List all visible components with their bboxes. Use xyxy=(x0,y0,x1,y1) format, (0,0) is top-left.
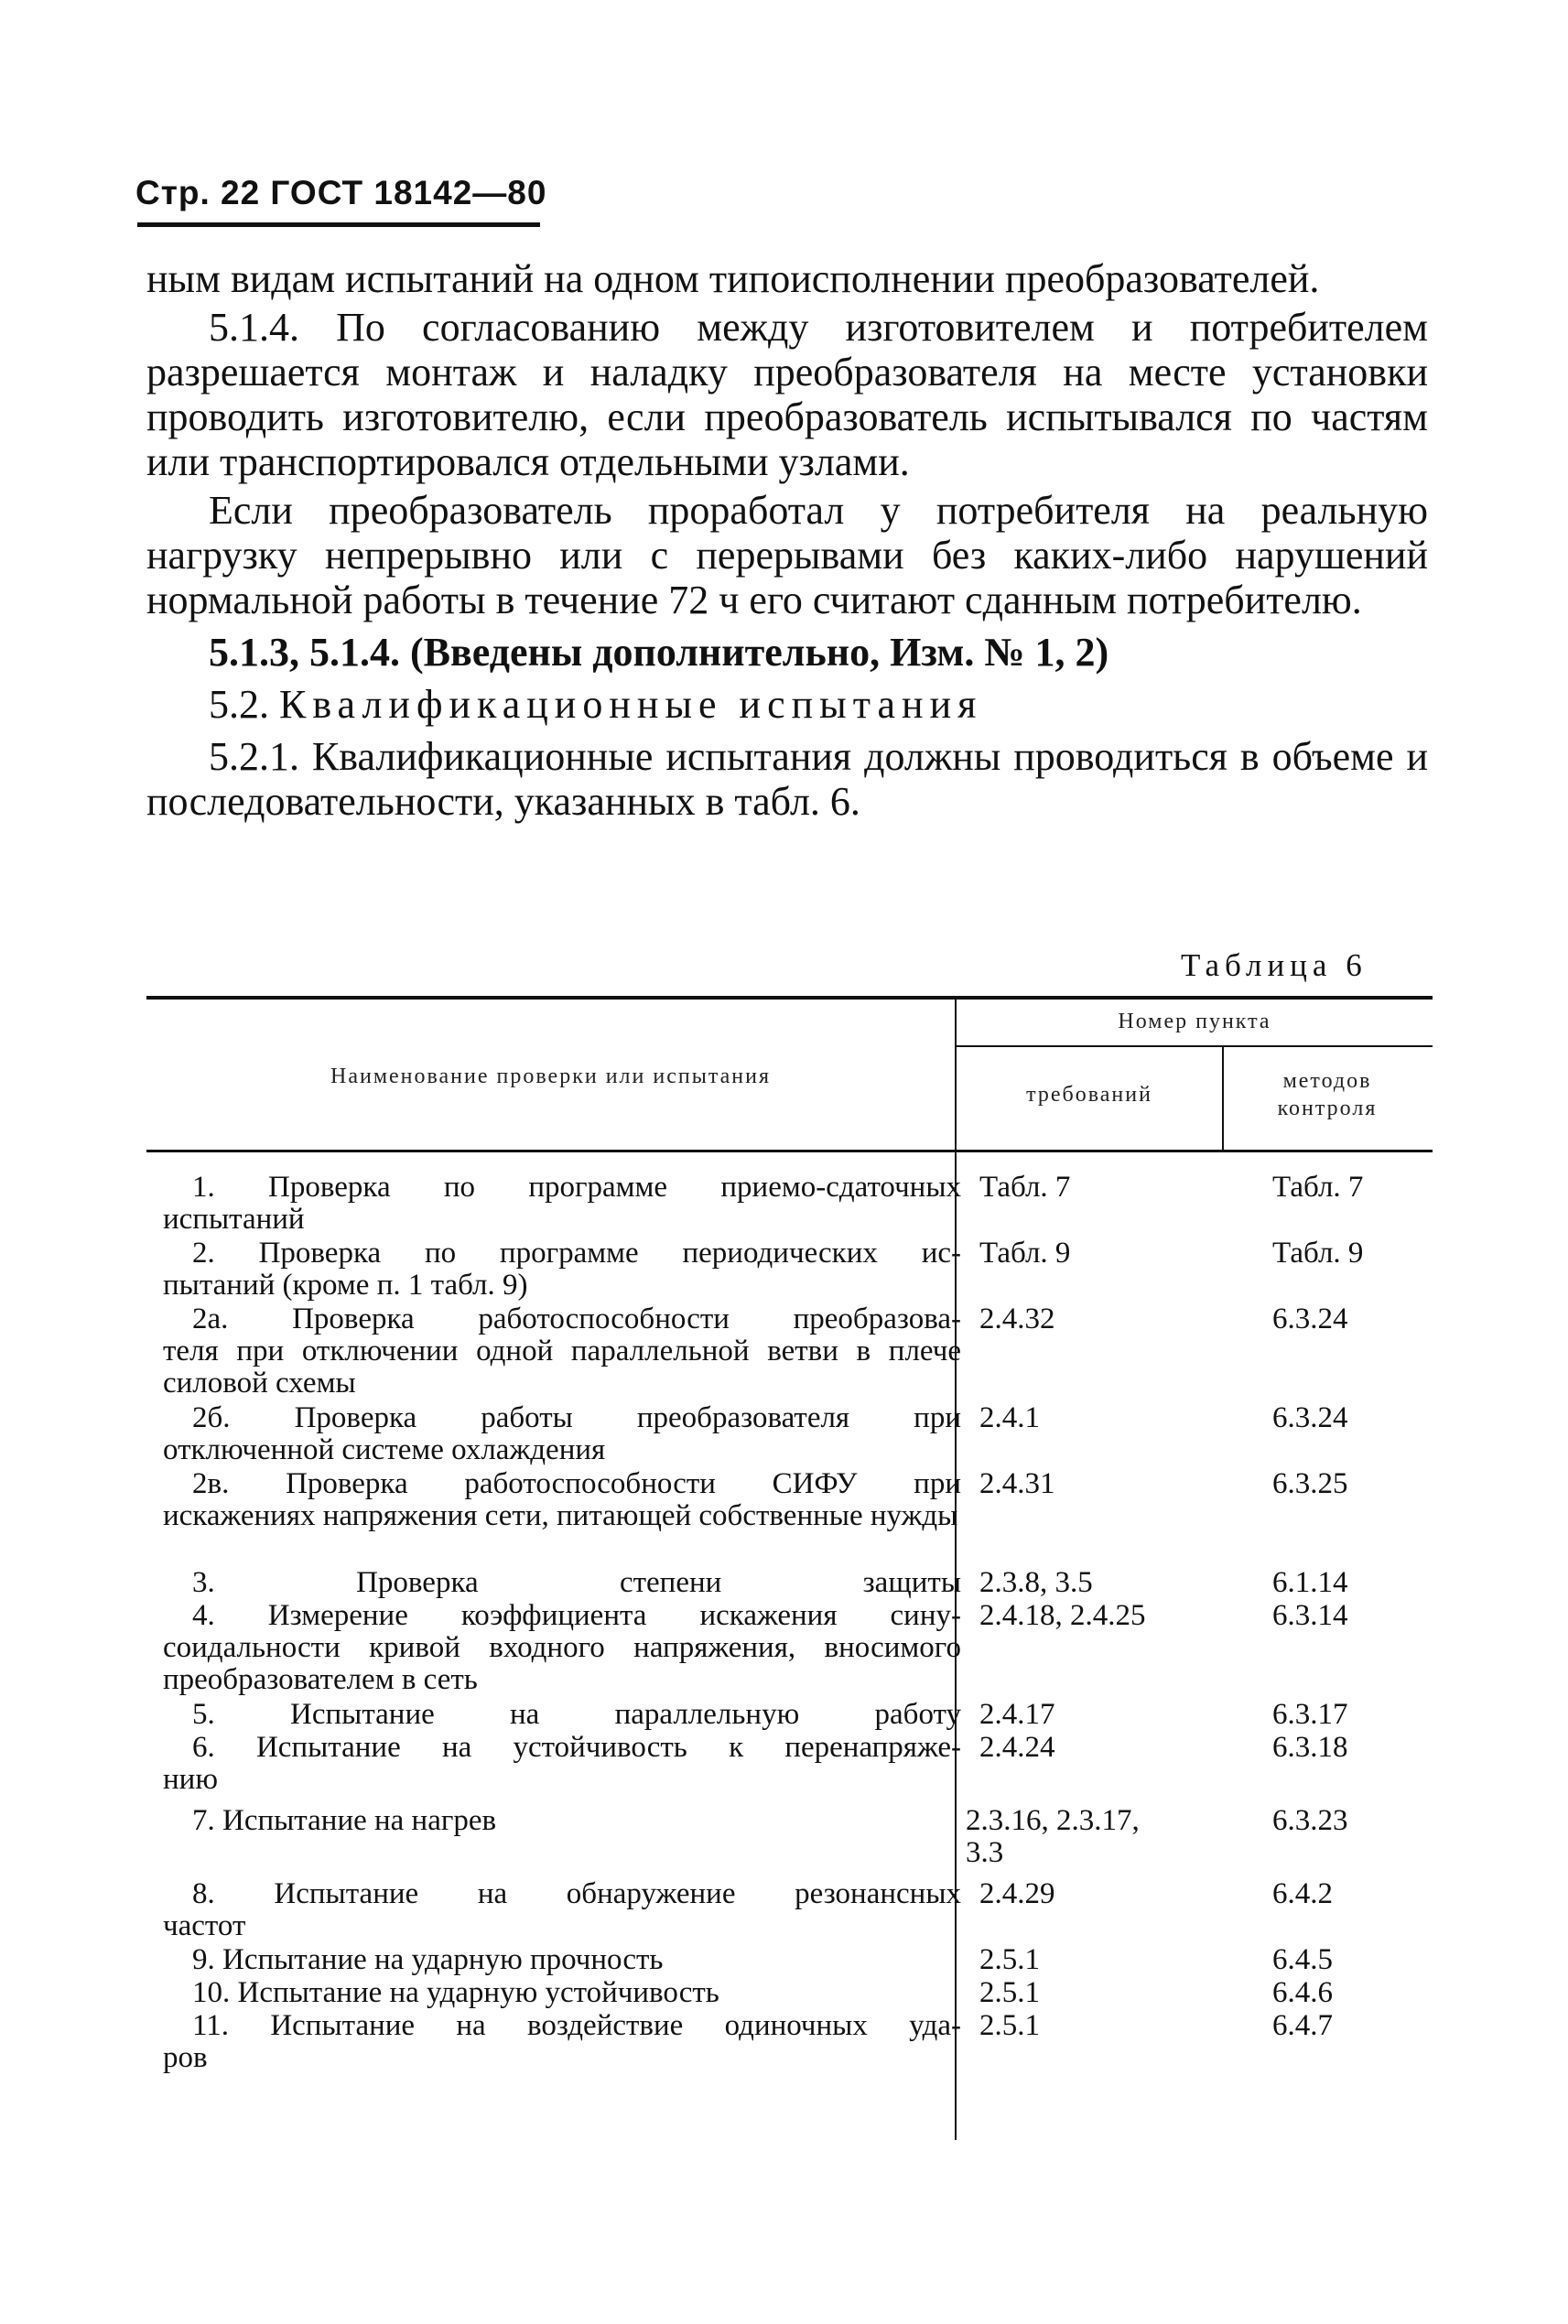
row-name-line1: 2в. Проверка работоспособности СИФУ при xyxy=(192,1467,961,1500)
row-methods: 6.3.17 xyxy=(1272,1698,1348,1731)
row-name-line1: 4. Измерение коэффициента искажения сину- xyxy=(192,1599,961,1632)
row-name-rest: теля при отключении одной параллельной ветви в плече силовой схемы xyxy=(163,1335,961,1400)
row-requirements: 2.4.32 xyxy=(979,1303,1055,1335)
table-caption: Таблица 6 xyxy=(1181,947,1368,983)
table-6 xyxy=(146,996,1433,2140)
row-requirements: 2.5.1 xyxy=(979,2009,1040,2042)
row-methods: 6.3.24 xyxy=(1272,1303,1348,1335)
body-text xyxy=(146,256,1428,824)
row-name-rest: соидальности кривой входного напряжения, вносимого преобразователем в сеть xyxy=(163,1631,961,1696)
table-top-rule xyxy=(146,996,1433,1000)
row-methods: Табл. 9 xyxy=(1272,1237,1364,1270)
row-name-line1: 7. Испытание на нагрев xyxy=(192,1804,497,1837)
row-name-rest: отключенной системе охлаждения xyxy=(163,1433,606,1466)
section-number: 5.2. xyxy=(209,682,269,727)
row-name-line1: 5. Испытание на параллельную работу xyxy=(192,1698,961,1731)
row-name-rest: нию xyxy=(163,1763,218,1796)
row-name-line1: 10. Испытание на ударную устойчивость xyxy=(192,1976,719,2009)
row-requirements: Табл. 9 xyxy=(979,1237,1071,1270)
row-methods: 6.4.7 xyxy=(1272,2009,1333,2042)
paragraph-5-2-1: 5.2.1. Квалификационные испытания должны проводиться в объеме и последовательности, указанных в табл. 6. xyxy=(146,734,1428,824)
row-requirements: 2.4.29 xyxy=(979,1877,1055,1910)
row-requirements: 2.4.18, 2.4.25 xyxy=(979,1599,1146,1632)
row-name-line1: 2а. Проверка работоспособности преобразова- xyxy=(192,1303,961,1335)
row-requirements: 2.3.16, 2.3.17, 3.3 xyxy=(966,1804,1140,1869)
section-5-2-heading xyxy=(146,682,1428,727)
paragraph-amendment-note: 5.1.3, 5.1.4. (Введены дополнительно, Изм. № 1, 2) xyxy=(209,630,1109,675)
row-name-line1: 2. Проверка по программе периодических ис- xyxy=(192,1237,961,1270)
row-methods: 6.4.5 xyxy=(1272,1943,1333,1976)
row-requirements: 2.5.1 xyxy=(979,1943,1040,1976)
paragraph-acceptance: Если преобразователь проработал у потребителя на реальную нагрузку непрерывно или с перерывами без каких-либо нарушений нормальной работы в течение 72 ч его считают сданным потребителю. xyxy=(146,488,1428,622)
row-requirements: Табл. 7 xyxy=(979,1171,1071,1204)
row-methods: 6.3.14 xyxy=(1272,1599,1348,1632)
row-requirements: 2.4.1 xyxy=(979,1401,1040,1434)
row-name-rest: пытаний (кроме п. 1 табл. 9) xyxy=(163,1269,528,1302)
page-header: Стр. 22 ГОСТ 18142—80 xyxy=(135,174,547,211)
row-name-line1: 2б. Проверка работы преобразователя при xyxy=(192,1401,961,1434)
column-header-requirements: требований xyxy=(1026,1083,1152,1107)
row-name-line1: 11. Испытание на воздействие одиночных уда- xyxy=(192,2009,961,2042)
row-name-line1: 6. Испытание на устойчивость к перенапряже- xyxy=(192,1731,961,1764)
row-methods: 6.3.24 xyxy=(1272,1401,1348,1434)
paragraph-continuation: ным видам испытаний на одном типоисполнении преобразователей. xyxy=(146,256,1320,301)
row-requirements: 2.3.8, 3.5 xyxy=(979,1566,1093,1599)
row-methods: 6.1.14 xyxy=(1272,1566,1348,1599)
row-methods: 6.4.6 xyxy=(1272,1976,1333,2009)
row-requirements: 2.4.24 xyxy=(979,1731,1055,1764)
column-divider-header xyxy=(1222,1047,1224,1150)
row-name-line1: 1. Проверка по программе приемо-сдаточных xyxy=(192,1171,961,1204)
column-header-group: Номер пункта xyxy=(1118,1010,1271,1033)
row-methods: 6.3.23 xyxy=(1272,1804,1348,1837)
header-bottom-rule xyxy=(146,1150,1433,1152)
row-name-line1: 3. Проверка степени защиты xyxy=(192,1566,961,1599)
row-requirements: 2.4.31 xyxy=(979,1467,1055,1500)
header-rule xyxy=(137,222,540,227)
section-title: Квалификационные испытания xyxy=(279,682,983,727)
row-methods: 6.3.25 xyxy=(1272,1467,1348,1500)
column-header-name: Наименование проверки или испытания xyxy=(330,1065,771,1088)
row-name-rest: ров xyxy=(163,2041,208,2074)
row-requirements: 2.5.1 xyxy=(979,1976,1040,2009)
row-name-rest: искажениях напряжения сети, питающей собственные нужды xyxy=(163,1499,958,1532)
row-name-rest: испытаний xyxy=(163,1203,305,1236)
paragraph-5-1-4: 5.1.4. По согласованию между изготовителем и потребителем разрешается монтаж и наладку преобразователя на месте установки проводить изготовителю, если преобразователь испытывался по частям или транспортировался отдельными узлами. xyxy=(146,305,1428,484)
row-methods: 6.3.18 xyxy=(1272,1731,1348,1764)
row-name-line1: 8. Испытание на обнаружение резонансных xyxy=(192,1877,961,1910)
header-group-rule xyxy=(957,1045,1433,1047)
row-methods: Табл. 7 xyxy=(1272,1171,1364,1204)
row-name-rest: частот xyxy=(163,1909,246,1942)
column-header-methods: методов контроля xyxy=(1277,1069,1378,1120)
row-requirements: 2.4.17 xyxy=(979,1698,1055,1731)
row-methods: 6.4.2 xyxy=(1272,1877,1333,1910)
row-name-line1: 9. Испытание на ударную прочность xyxy=(192,1943,664,1976)
